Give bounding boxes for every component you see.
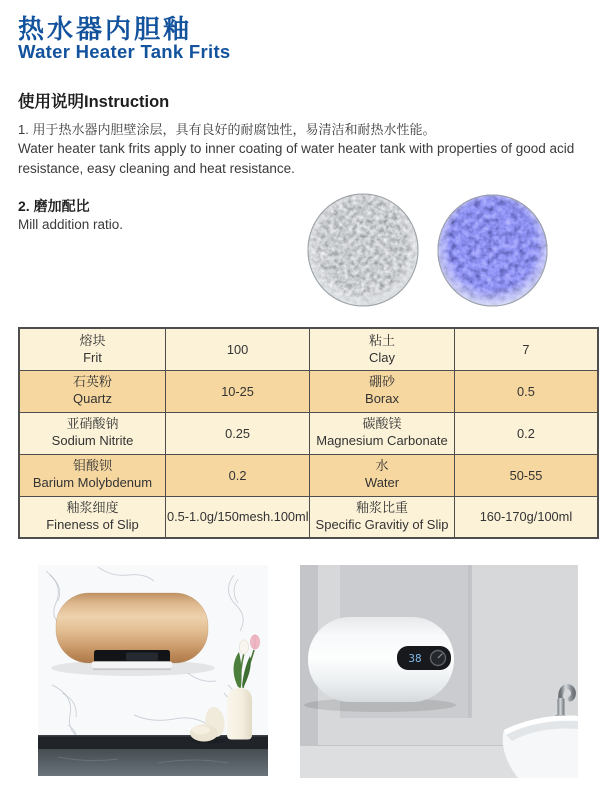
gold-heater-scene-image <box>38 565 268 776</box>
vase <box>227 688 252 740</box>
frit-sample-blue-image <box>437 194 548 307</box>
instruction-item1-cn: 1. 用于热水器内胆壁涂层，具有良好的耐腐蚀性，易清洁和耐热水性能。 <box>18 122 436 137</box>
gold-water-heater <box>56 593 208 670</box>
material-value-cell: 160-170g/100ml <box>454 496 598 538</box>
temperature-display <box>397 646 451 670</box>
frit-sample-gray-image <box>307 193 419 307</box>
mill-addition-table <box>18 327 599 539</box>
material-name-cell: 碳酸镁 Magnesium Carbonate <box>310 412 455 454</box>
material-name-cell: 粘土 Clay <box>310 328 455 370</box>
table-row <box>19 412 598 454</box>
instruction-heading: 使用说明Instruction <box>18 93 170 111</box>
material-value-cell: 50-55 <box>454 454 598 496</box>
material-name-cell: 硼砂 Borax <box>310 370 455 412</box>
table-row <box>19 370 598 412</box>
table-row <box>19 454 598 496</box>
material-name-cell: 亚硝酸钠 Sodium Nitrite <box>19 412 165 454</box>
material-name-cell: 熔块 Frit <box>19 328 165 370</box>
material-value-cell: 0.5-1.0g/150mesh.100ml <box>165 496 309 538</box>
application-photo-gold-heater <box>38 565 268 781</box>
gray-powder-image <box>307 193 419 307</box>
mill-ratio-heading-en: Mill addition ratio. <box>18 217 124 232</box>
material-value-cell: 0.2 <box>454 412 598 454</box>
material-value-cell: 7 <box>454 328 598 370</box>
material-name-cell: 钼酸钡 Barium Molybdenum <box>19 454 165 496</box>
blue-frit-image <box>437 194 548 307</box>
material-name-cell: 石英粉 Quartz <box>19 370 165 412</box>
material-value-cell: 0.25 <box>165 412 309 454</box>
material-value-cell: 10-25 <box>165 370 309 412</box>
material-name-cell: 釉浆细度 Fineness of Slip <box>19 496 165 538</box>
table-row <box>19 496 598 538</box>
application-photo-white-heater <box>300 565 578 783</box>
table-row <box>19 328 598 370</box>
page-title-cn: 热水器内胆釉 <box>18 14 193 44</box>
mill-ratio-heading-cn: 2. 磨加配比 <box>18 198 90 214</box>
countertop <box>38 735 268 776</box>
page-title-en: Water Heater Tank Frits <box>18 41 231 62</box>
material-value-cell: 100 <box>165 328 309 370</box>
temperature-value: 38 <box>408 652 422 665</box>
material-name-cell: 釉浆比重 Specific Gravitiy of Slip <box>310 496 455 538</box>
material-name-cell: 水 Water <box>310 454 455 496</box>
white-heater-scene-image <box>300 565 578 778</box>
instruction-item1-en: Water heater tank frits apply to inner coating of water heater tank with properties of good acid resistance, easy cleaning and heat resistance. <box>18 141 575 177</box>
material-value-cell: 0.5 <box>454 370 598 412</box>
material-value-cell: 0.2 <box>165 454 309 496</box>
